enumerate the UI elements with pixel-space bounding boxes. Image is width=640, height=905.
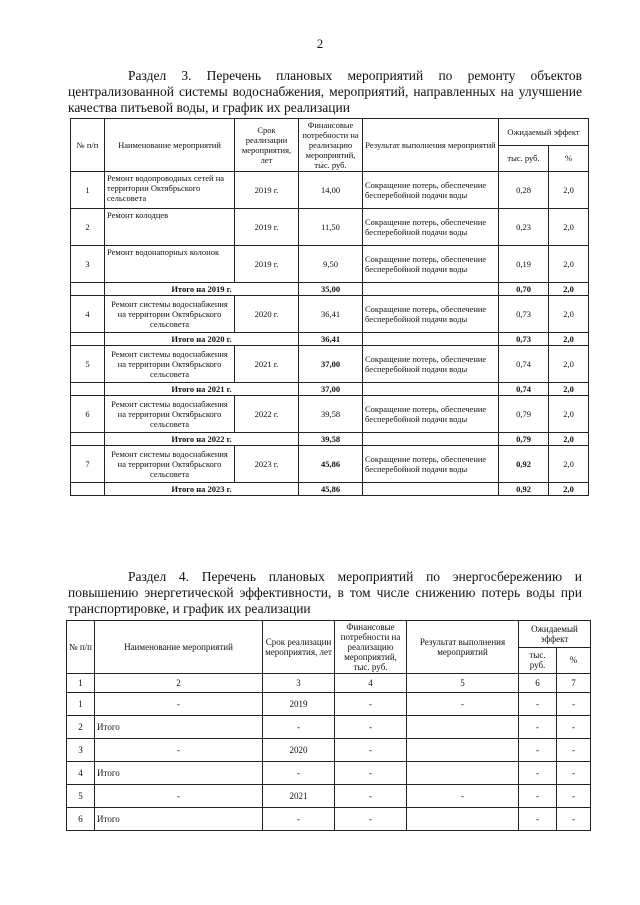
row-num: 5 [67, 785, 95, 808]
col-header-effect-rub: тыс. руб. [519, 647, 557, 674]
row-effect-rub: 0,79 [499, 396, 549, 433]
total-finance: 45,86 [299, 483, 363, 496]
row-num: 4 [67, 762, 95, 785]
col-header-result: Результат выполнения мероприятий [363, 119, 499, 172]
row-effect-rub: - [519, 693, 557, 716]
row-result: Сокращение потерь, обеспечение бесперебойной подачи воды [363, 346, 499, 383]
row-result [407, 716, 519, 739]
total-effect-pct: 2,0 [549, 483, 589, 496]
empty-cell [363, 283, 499, 296]
row-effect-rub: - [519, 785, 557, 808]
row-effect-pct: - [557, 739, 591, 762]
total-row [71, 483, 589, 496]
row-term: 2021 [263, 785, 335, 808]
col-header-finance: Финансовые потребности на реализацию мероприятий, тыс. руб. [299, 119, 363, 172]
row-num: 6 [67, 808, 95, 831]
row-result: Сокращение потерь, обеспечение бесперебойной подачи воды [363, 246, 499, 283]
row-finance: 39,58 [299, 396, 363, 433]
row-effect-pct: 2,0 [549, 296, 589, 333]
row-finance: - [335, 808, 407, 831]
col-header-finance: Финансовые потребности на реализацию мероприятий, тыс. руб. [335, 621, 407, 674]
col-header-name: Наименование мероприятий [105, 119, 235, 172]
row-num: 4 [71, 296, 105, 333]
total-effect-pct: 2,0 [549, 283, 589, 296]
row-result: - [407, 693, 519, 716]
total-effect-rub: 0,74 [499, 383, 549, 396]
col-header-term: Срок реализации мероприятия, лет [263, 621, 335, 674]
row-term: 2022 г. [235, 396, 299, 433]
index-cell: 1 [67, 674, 95, 693]
row-name: - [95, 785, 263, 808]
row-effect-pct: - [557, 808, 591, 831]
col-header-name: Наименование мероприятий [95, 621, 263, 674]
row-effect-pct: - [557, 716, 591, 739]
row-finance: - [335, 785, 407, 808]
total-label: Итого на 2021 г. [105, 383, 299, 396]
index-cell: 4 [335, 674, 407, 693]
row-finance: 37,00 [299, 346, 363, 383]
row-result: Сокращение потерь, обеспечение бесперебойной подачи воды [363, 209, 499, 246]
table-row [67, 739, 591, 762]
row-finance: 9,50 [299, 246, 363, 283]
row-effect-rub: - [519, 762, 557, 785]
index-cell: 5 [407, 674, 519, 693]
row-num: 6 [71, 396, 105, 433]
col-header-effect-pct: % [557, 647, 591, 674]
empty-cell [363, 333, 499, 346]
total-row [71, 283, 589, 296]
row-term: 2020 [263, 739, 335, 762]
table-row [67, 785, 591, 808]
table-row [71, 246, 589, 283]
table-row [71, 296, 589, 333]
total-effect-pct: 2,0 [549, 383, 589, 396]
table-row [67, 762, 591, 785]
row-finance: 45,86 [299, 446, 363, 483]
row-num: 1 [67, 693, 95, 716]
row-effect-pct: 2,0 [549, 246, 589, 283]
row-name: Ремонт колодцев [105, 209, 235, 246]
col-header-result: Результат выполнения мероприятий [407, 621, 519, 674]
total-finance: 36,41 [299, 333, 363, 346]
total-effect-pct: 2,0 [549, 433, 589, 446]
total-row [71, 383, 589, 396]
row-num: 5 [71, 346, 105, 383]
row-term: 2019 г. [235, 172, 299, 209]
empty-cell [363, 483, 499, 496]
total-effect-rub: 0,73 [499, 333, 549, 346]
total-label: Итого на 2022 г. [105, 433, 299, 446]
section-3-heading [68, 68, 582, 116]
row-result [407, 739, 519, 762]
row-term: 2019 [263, 693, 335, 716]
row-term: 2019 г. [235, 246, 299, 283]
total-finance: 39,58 [299, 433, 363, 446]
row-term: 2023 г. [235, 446, 299, 483]
row-num: 2 [71, 209, 105, 246]
row-result [407, 808, 519, 831]
col-header-num: № п/п [67, 621, 95, 674]
section-4-table-body [67, 674, 591, 831]
row-finance: - [335, 762, 407, 785]
row-effect-pct: 2,0 [549, 209, 589, 246]
index-cell: 7 [557, 674, 591, 693]
col-header-term: Срок реализации мероприятия, лет [235, 119, 299, 172]
row-name: - [95, 739, 263, 762]
empty-cell [363, 383, 499, 396]
row-effect-rub: 0,19 [499, 246, 549, 283]
row-effect-rub: - [519, 808, 557, 831]
row-effect-pct: 2,0 [549, 346, 589, 383]
row-term: - [263, 808, 335, 831]
section-4-table [66, 620, 591, 831]
row-result: Сокращение потерь, обеспечение бесперебойной подачи воды [363, 396, 499, 433]
row-effect-pct: 2,0 [549, 396, 589, 433]
total-row [71, 333, 589, 346]
table-row [67, 693, 591, 716]
row-result: Сокращение потерь, обеспечение бесперебойной подачи воды [363, 296, 499, 333]
total-effect-rub: 0,70 [499, 283, 549, 296]
index-row [67, 674, 591, 693]
total-finance: 37,00 [299, 383, 363, 396]
row-name: Итого [95, 716, 263, 739]
row-term: 2019 г. [235, 209, 299, 246]
total-effect-pct: 2,0 [549, 333, 589, 346]
row-finance: - [335, 716, 407, 739]
empty-cell [71, 433, 105, 446]
row-result [407, 762, 519, 785]
index-cell: 6 [519, 674, 557, 693]
row-name: Ремонт системы водоснабжения на территории Октябрьского сельсовета [105, 346, 235, 383]
row-term: - [263, 762, 335, 785]
row-num: 3 [71, 246, 105, 283]
row-result: Сокращение потерь, обеспечение бесперебойной подачи воды [363, 446, 499, 483]
row-effect-rub: - [519, 739, 557, 762]
total-label: Итого на 2020 г. [105, 333, 299, 346]
row-result: - [407, 785, 519, 808]
row-num: 7 [71, 446, 105, 483]
table-row [67, 808, 591, 831]
row-name: Итого [95, 808, 263, 831]
row-effect-rub: 0,73 [499, 296, 549, 333]
col-header-effect: Ожидаемый эффект [519, 621, 591, 648]
row-result: Сокращение потерь, обеспечение бесперебойной подачи воды [363, 172, 499, 209]
row-num: 1 [71, 172, 105, 209]
row-effect-rub: 0,92 [499, 446, 549, 483]
col-header-num: № п/п [71, 119, 105, 172]
page-number: 2 [316, 36, 324, 51]
total-effect-rub: 0,79 [499, 433, 549, 446]
total-effect-rub: 0,92 [499, 483, 549, 496]
row-name: Ремонт водонапорных колонок [105, 246, 235, 283]
row-finance: - [335, 693, 407, 716]
row-effect-pct: - [557, 785, 591, 808]
row-effect-rub: 0,74 [499, 346, 549, 383]
table-row [71, 172, 589, 209]
row-name: - [95, 693, 263, 716]
row-effect-rub: - [519, 716, 557, 739]
row-num: 3 [67, 739, 95, 762]
row-effect-pct: - [557, 762, 591, 785]
empty-cell [71, 483, 105, 496]
row-finance: 11,50 [299, 209, 363, 246]
section-4-heading-text: Раздел 4. Перечень плановых мероприятий по энергосбережению и повышению энергетической эффективности, в том числе снижению потерь воды при транспортировке, и график их реализации [68, 569, 582, 616]
total-finance: 35,00 [299, 283, 363, 296]
col-header-effect-rub: тыс. руб. [499, 145, 549, 172]
row-term: 2021 г. [235, 346, 299, 383]
index-cell: 3 [263, 674, 335, 693]
col-header-effect: Ожидаемый эффект [499, 119, 589, 146]
row-effect-rub: 0,23 [499, 209, 549, 246]
row-effect-rub: 0,28 [499, 172, 549, 209]
table-row [71, 209, 589, 246]
total-label: Итого на 2019 г. [105, 283, 299, 296]
row-effect-pct: - [557, 693, 591, 716]
row-name: Ремонт системы водоснабжения на территории Октябрьского сельсовета [105, 396, 235, 433]
empty-cell [71, 283, 105, 296]
row-effect-pct: 2,0 [549, 446, 589, 483]
row-name: Ремонт системы водоснабжения на территории Октябрьского сельсовета [105, 446, 235, 483]
section-3-table-body [71, 172, 589, 496]
row-term: - [263, 716, 335, 739]
row-num: 2 [67, 716, 95, 739]
section-4-heading [68, 569, 582, 617]
empty-cell [363, 433, 499, 446]
empty-cell [71, 383, 105, 396]
row-term: 2020 г. [235, 296, 299, 333]
table-row [71, 346, 589, 383]
row-finance: 14,00 [299, 172, 363, 209]
row-effect-pct: 2,0 [549, 172, 589, 209]
row-finance: - [335, 739, 407, 762]
section-3-heading-text: Раздел 3. Перечень плановых мероприятий по ремонту объектов централизованной системы водоснабжения, мероприятий, направленных на улучшение качества питьевой воды, и график их реализации [68, 68, 582, 115]
row-name: Ремонт системы водоснабжения на территории Октябрьского сельсовета [105, 296, 235, 333]
row-finance: 36,41 [299, 296, 363, 333]
section-3-table [70, 118, 589, 496]
index-cell: 2 [95, 674, 263, 693]
table-row [71, 446, 589, 483]
row-name: Ремонт водопроводных сетей на территории Октябрьского сельсовета [105, 172, 235, 209]
total-label: Итого на 2023 г. [105, 483, 299, 496]
col-header-effect-pct: % [549, 145, 589, 172]
empty-cell [71, 333, 105, 346]
table-row [71, 396, 589, 433]
total-row [71, 433, 589, 446]
row-name: Итого [95, 762, 263, 785]
table-row [67, 716, 591, 739]
